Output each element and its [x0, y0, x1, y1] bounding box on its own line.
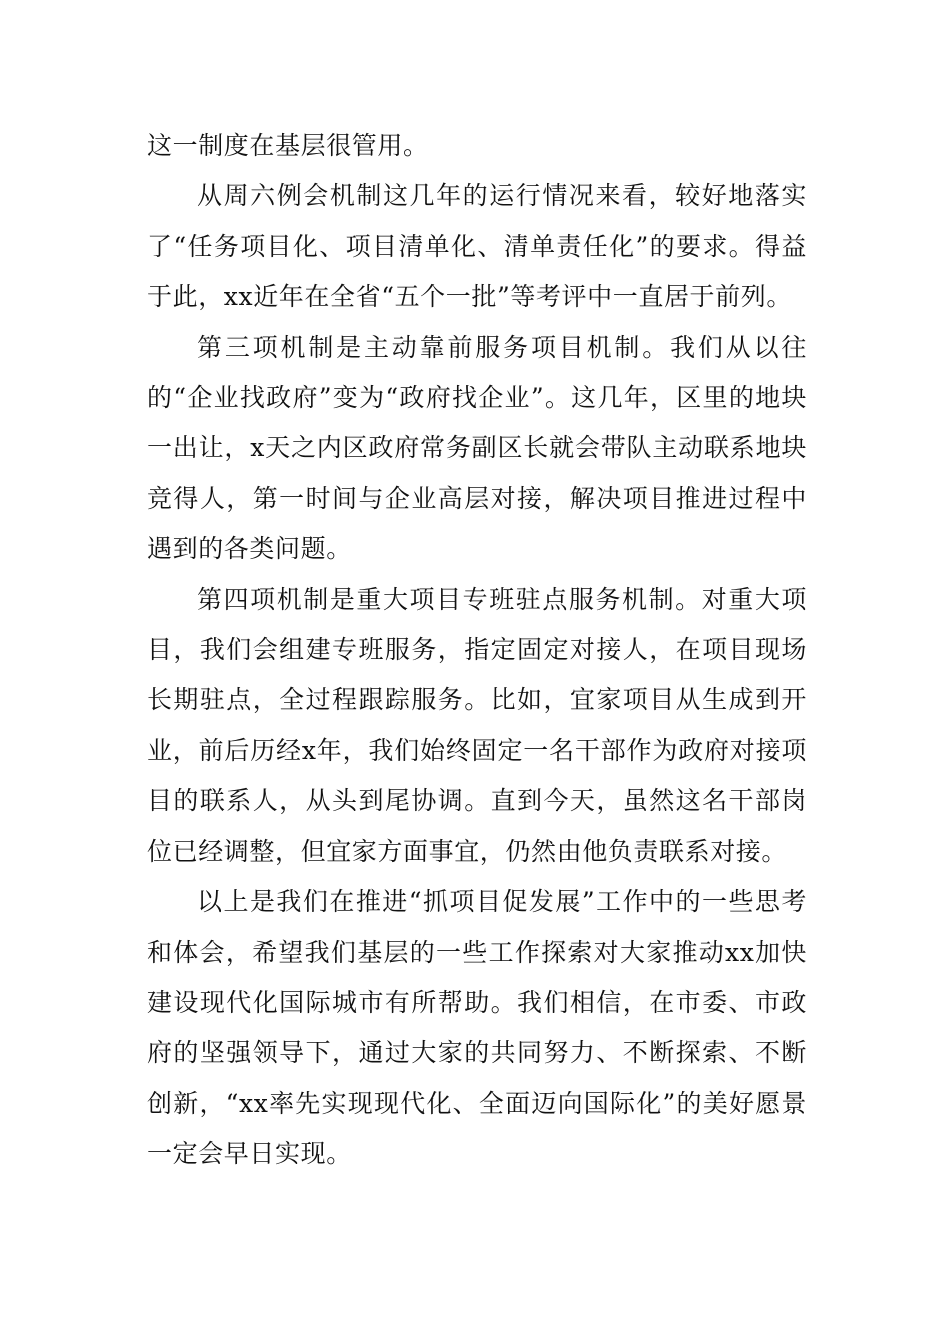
paragraph-continuation: 这一制度在基层很管用。	[147, 131, 429, 160]
paragraph-third-mechanism: 第三项机制是主动靠前服务项目机制。我们从以往的“企业找政府”变为“政府找企业”。这几年，区里的地块一出让，x天之内区政府常务副区长就会带队主动联系地块竞得人，第一时间与企业高层对接，解决项目推进过程中遇到的各类问题。	[147, 332, 807, 564]
paragraph-conclusion: 以上是我们在推进“抓项目促发展”工作中的一些思考和体会，希望我们基层的一些工作探索对大家推动xx加快建设现代化国际城市有所帮助。我们相信，在市委、市政府的坚强领导下，通过大家的共同努力、不断探索、不断创新，“xx率先实现现代化、全面迈向国际化”的美好愿景一定会早日实现。	[147, 887, 807, 1169]
paragraph-fourth-mechanism: 第四项机制是重大项目专班驻点服务机制。对重大项目，我们会组建专班服务，指定固定对接人，在项目现场长期驻点，全过程跟踪服务。比如，宜家项目从生成到开业，前后历经x年，我们始终固定一名干部作为政府对接项目的联系人，从头到尾协调。直到今天，虽然这名干部岗位已经调整，但宜家方面事宜，仍然由他负责联系对接。	[147, 584, 807, 866]
document-body	[147, 121, 807, 1180]
paragraph-saturday-meeting: 从周六例会机制这几年的运行情况来看，较好地落实了“任务项目化、项目清单化、清单责任化”的要求。得益于此，xx近年在全省“五个一批”等考评中一直居于前列。	[147, 181, 807, 312]
